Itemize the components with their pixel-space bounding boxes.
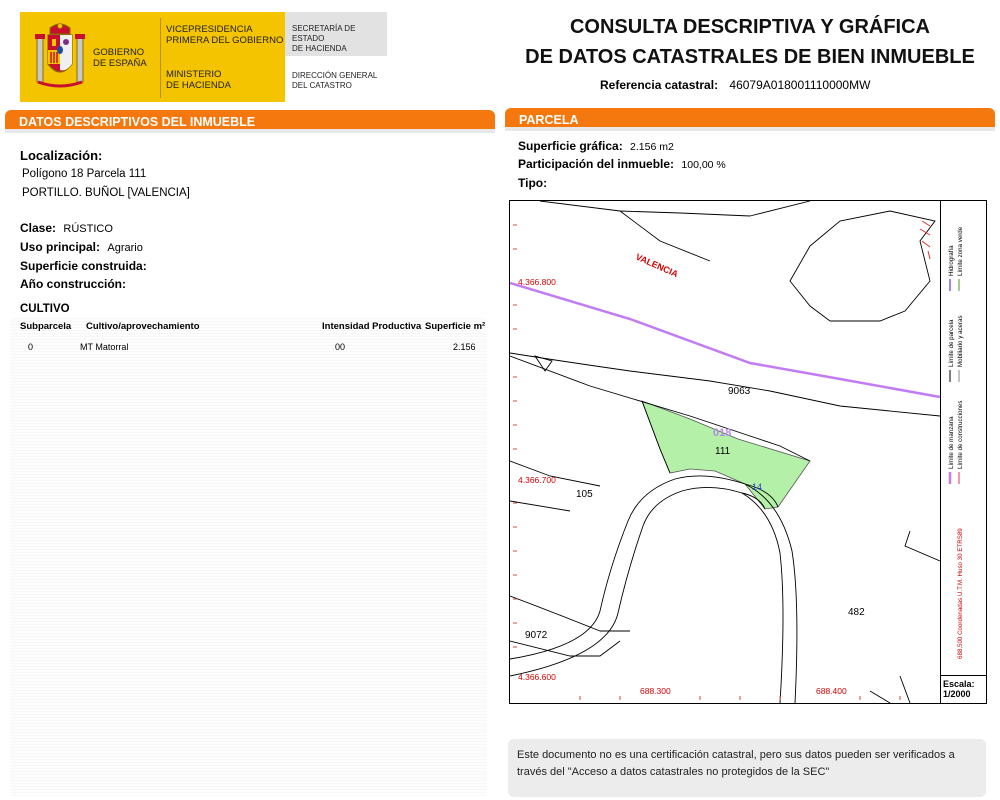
legend-mobiliario-aceras: Mobiliario y aceras <box>957 315 964 367</box>
map-place-label: VALENCIA <box>634 251 680 280</box>
map-y-coord-2: 4.366.700 <box>518 475 556 485</box>
field-anio-construccion <box>20 277 126 291</box>
cadastral-map-drawing <box>510 201 940 703</box>
anio-construccion-label: Año construcción: <box>20 277 127 291</box>
map-y-coord-1: 4.366.800 <box>518 277 556 287</box>
cadastral-reference <box>600 78 870 92</box>
document-title <box>500 12 1000 72</box>
map-parcel-label-105: 105 <box>576 489 593 500</box>
logo-text-direccion: DIRECCIÓN GENERAL DEL CATASTRO <box>292 71 378 90</box>
tipo-label: Tipo: <box>518 176 548 190</box>
document-title-line2: DE DATOS CATASTRALES DE BIEN INMUEBLE <box>525 46 975 68</box>
map-road-label: 14 <box>752 482 763 492</box>
logo-text-vicepresidencia: VICEPRESIDENCIA PRIMERA DEL GOBIERNO <box>166 24 284 46</box>
coat-of-arms-icon <box>34 20 86 92</box>
superficie-grafica-label: Superficie gráfica: <box>518 139 623 153</box>
cultivo-cell-superficie: 2.156 <box>453 342 476 352</box>
legend-limite-manzana: Límite de manzana <box>948 416 955 469</box>
map-scale-value: 1/2000 <box>943 689 971 699</box>
logo-text-secretaria: SECRETARÍA DE ESTADO DE HACIENDA <box>292 24 356 53</box>
cultivo-header-intensidad: Intensidad Productiva <box>322 321 422 332</box>
map-legend-drawing <box>941 201 987 671</box>
map-parcel-label-482: 482 <box>848 607 865 618</box>
field-tipo <box>518 176 547 190</box>
map-x-coord-1: 688.300 <box>640 686 671 696</box>
field-clase <box>20 221 113 235</box>
legend-limite-parcela: Límite de parcela <box>948 319 955 367</box>
map-parcel-label-9072: 9072 <box>525 630 548 641</box>
participacion-label: Participación del inmueble: <box>518 157 675 171</box>
section-bar-datos-descriptivos: DATOS DESCRIPTIVOS DEL INMUEBLE <box>5 110 495 133</box>
map-y-coord-3: 4.366.600 <box>518 672 556 682</box>
cultivo-header-superficie: Superficie m² <box>425 321 486 332</box>
cultivo-cell-intensidad: 00 <box>335 342 346 352</box>
cultivo-header-subparcela: Subparcela <box>20 321 72 332</box>
cultivo-cell-subparcela: 0 <box>28 342 34 352</box>
section-bar-parcela: PARCELA <box>505 108 995 131</box>
field-superficie-construida <box>20 259 147 273</box>
map-scale-label: Escala: <box>943 679 975 689</box>
logo-text-gobierno: GOBIERNO DE ESPAÑA <box>93 47 147 69</box>
map-subparcel-label: 018 <box>713 427 732 439</box>
participacion-value: 100,00 % <box>681 159 726 171</box>
field-uso-principal <box>20 240 143 254</box>
field-participacion <box>518 157 726 171</box>
legend-limite-construcciones: Límite de construcciones <box>957 400 964 469</box>
map-parcel-label-111: 111 <box>715 446 731 457</box>
logo-text-ministerio: MINISTERIO DE HACIENDA <box>166 69 231 91</box>
uso-principal-label: Uso principal: <box>20 240 101 254</box>
legend-coord-system: 688,500 Coordenadas U.T.M. Huso 30 ETRS89 <box>957 528 964 659</box>
map-scale <box>941 675 987 703</box>
superficie-grafica-value: 2.156 m2 <box>630 141 674 153</box>
cadastral-reference-label: Referencia catastral: <box>600 78 719 92</box>
clase-value: RÚSTICO <box>63 223 113 235</box>
cadastral-map[interactable] <box>509 200 987 704</box>
cultivo-header-cultivo: Cultivo/aprovechamiento <box>86 321 200 332</box>
field-superficie-grafica <box>518 139 674 153</box>
clase-label: Clase: <box>20 221 57 235</box>
localizacion-label: Localización: <box>20 148 103 163</box>
government-logo <box>20 12 387 102</box>
map-legend <box>940 201 986 703</box>
document-title-line1: CONSULTA DESCRIPTIVA Y GRÁFICA <box>569 16 931 38</box>
cultivo-cell-cultivo: MT Matorral <box>80 342 129 352</box>
zone-marks <box>920 221 930 259</box>
localizacion-line-1: Polígono 18 Parcela 111 <box>22 168 147 180</box>
localizacion-line-2: PORTILLO. BUÑOL [VALENCIA] <box>22 187 190 199</box>
disclaimer-notice: Este documento no es una certificación catastral, pero sus datos pueden ser verificados a través del "Acceso a datos catastrales no protegidos de la SEC" <box>508 739 986 797</box>
superficie-construida-label: Superficie construida: <box>20 259 147 273</box>
cultivo-title: CULTIVO <box>20 303 70 315</box>
cultivo-table <box>10 318 487 796</box>
logo-divider <box>160 18 161 98</box>
map-x-coord-2: 688.400 <box>816 686 847 696</box>
cadastral-reference-value: 46079A018001110000MW <box>729 78 871 92</box>
map-parcel-label-9063: 9063 <box>728 386 751 397</box>
legend-hidrografia: Hidrografía <box>948 245 955 276</box>
legend-limite-zona-verde: Límite zona verde <box>957 226 964 276</box>
uso-principal-value: Agrario <box>107 242 143 254</box>
